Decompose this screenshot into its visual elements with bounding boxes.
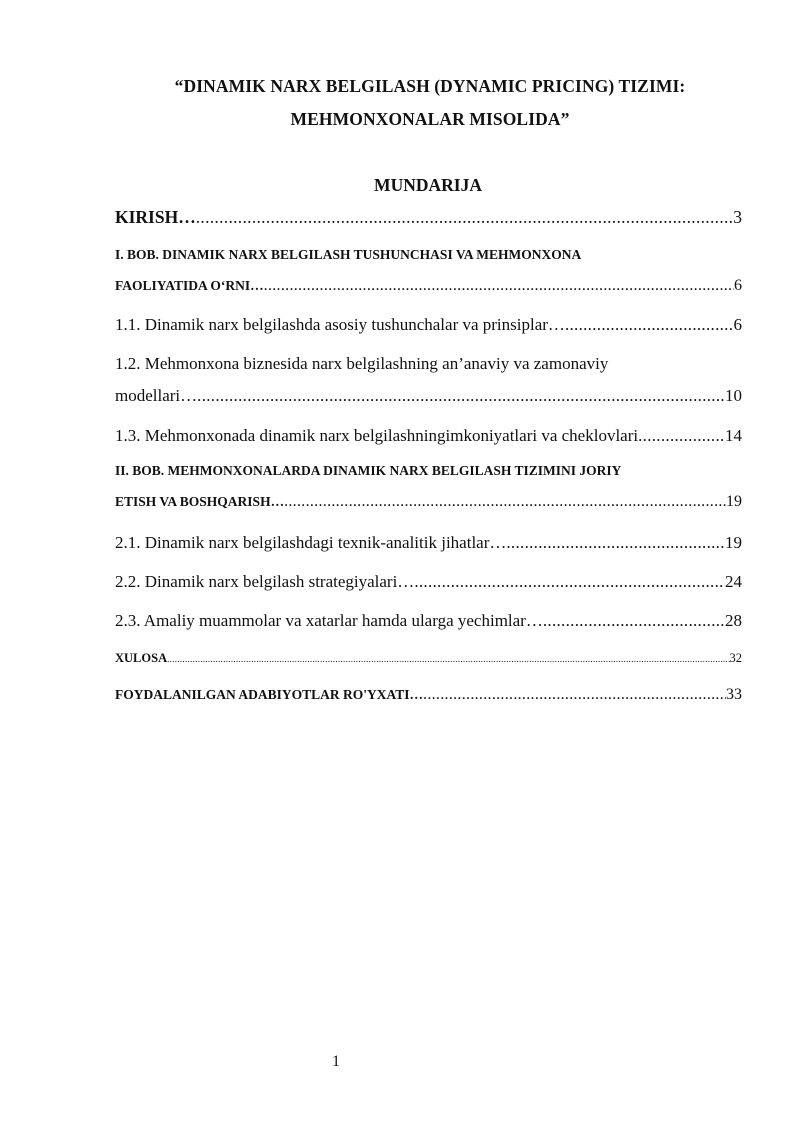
toc-page-number: 32: [729, 651, 742, 665]
toc-page-number: 19: [725, 533, 742, 552]
toc-chapter1-line1[interactable]: I. BOB. DINAMIK NARX BELGILASH TUSHUNCHASI VA MEHMONXONA: [115, 247, 582, 262]
toc-entry-label: 2.1. Dinamik narx belgilashdagi texnik-analitik jihatlar…: [115, 533, 507, 552]
toc-heading: MUNDARIJA: [374, 175, 482, 195]
document-title-line2: MEHMONXONALAR MISOLIDA”: [290, 109, 570, 129]
toc-leader-dots: [196, 207, 734, 228]
toc-leader-dots: [167, 654, 729, 664]
toc-entry-xulosa[interactable]: [115, 651, 742, 666]
toc-entry-chapter1[interactable]: [115, 277, 742, 295]
toc-page-number: 10: [725, 386, 742, 405]
document-title-line1: “DINAMIK NARX BELGILASH (DYNAMIC PRICING) TIZIMI:: [174, 76, 686, 96]
toc-1-2-line1[interactable]: 1.2. Mehmonxona biznesida narx belgilashning an’anaviy va zamonaviy: [115, 354, 609, 373]
toc-page-number: 24: [725, 572, 742, 591]
toc-leader-dots: [197, 386, 725, 406]
toc-entry-label: 2.2. Dinamik narx belgilash strategiyalari…: [115, 572, 415, 591]
toc-leader-dots: [423, 686, 726, 704]
toc-entry-label: ETISH VA BOSHQARISH…: [115, 494, 285, 509]
toc-page-number: 28: [725, 611, 742, 630]
toc-leader-dots: [638, 426, 725, 446]
toc-entry-2-3[interactable]: [115, 611, 742, 631]
toc-entry-1-3[interactable]: [115, 426, 742, 446]
toc-entry-label: modellari…: [115, 386, 198, 405]
toc-entry-label: FOYDALANILGAN ADABIYOTLAR RO'YXATI…: [115, 687, 424, 702]
toc-leader-dots: [414, 572, 725, 592]
toc-leader-dots: [543, 611, 725, 631]
toc-page-number: 33: [726, 686, 742, 703]
page-number: 1: [332, 1053, 340, 1070]
toc-entry-label: KIRISH…: [115, 207, 196, 227]
toc-entry-1-2[interactable]: [115, 386, 742, 406]
toc-entry-label: 1.1. Dinamik narx belgilashda asosiy tushunchalar va prinsiplar…: [115, 315, 565, 334]
toc-entry-label: XULOSA: [115, 651, 168, 665]
toc-entry-2-2[interactable]: [115, 572, 742, 592]
toc-leader-dots: [565, 315, 734, 335]
toc-entry-label: 2.3. Amaliy muammolar va xatarlar hamda ularga yechimlar…: [115, 611, 543, 630]
toc-page-number: 3: [733, 207, 742, 227]
toc-entry-2-1[interactable]: [115, 533, 742, 553]
toc-page-number: 6: [734, 277, 742, 294]
toc-entry-adabiyotlar[interactable]: [115, 686, 742, 704]
toc-page-number: 14: [725, 426, 742, 445]
toc-entry-label: 1.3. Mehmonxonada dinamik narx belgilashningimkoniyatlari va cheklovlari: [115, 426, 639, 445]
toc-entry-chapter2[interactable]: [115, 493, 742, 511]
toc-leader-dots: [284, 493, 726, 511]
toc-entry-label: FAOLIYATIDA O‘RNI…: [115, 278, 264, 293]
toc-leader-dots: [264, 277, 734, 295]
toc-entry-kirish[interactable]: [115, 207, 742, 228]
toc-page-number: 19: [726, 493, 742, 510]
toc-leader-dots: [506, 533, 725, 553]
toc-page-number: 6: [733, 315, 742, 334]
toc-chapter2-line1[interactable]: II. BOB. MEHMONXONALARDA DINAMIK NARX BELGILASH TIZIMINI JORIY: [115, 463, 622, 478]
toc-entry-1-1[interactable]: [115, 315, 742, 335]
